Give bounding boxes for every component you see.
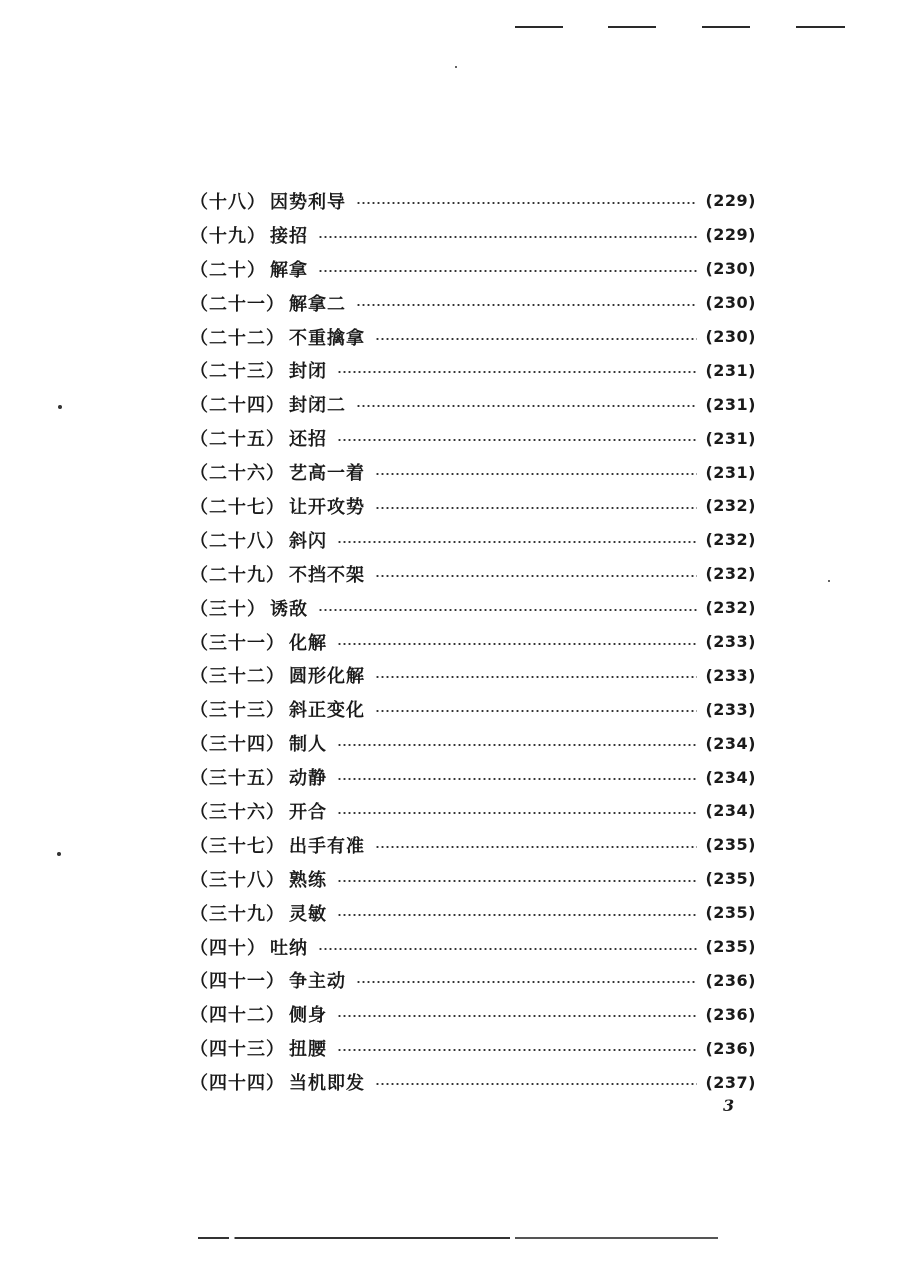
toc-entry bbox=[190, 625, 756, 659]
toc-entry-title: 当机即发 bbox=[289, 1073, 365, 1095]
toc-entry-number: （二十八） bbox=[190, 530, 285, 552]
header-rule bbox=[796, 26, 845, 28]
toc-entry bbox=[190, 489, 756, 523]
toc-entry-number: （四十三） bbox=[190, 1039, 285, 1061]
toc-entry bbox=[190, 353, 756, 387]
toc-entry-number: （三十六） bbox=[190, 801, 285, 823]
toc-entry bbox=[190, 862, 756, 896]
toc-entry-title: 制人 bbox=[289, 734, 327, 756]
toc-entry bbox=[190, 760, 756, 794]
toc-dot-leader bbox=[356, 405, 697, 407]
toc-entry-page: (232) bbox=[705, 530, 756, 550]
toc-dot-leader bbox=[337, 778, 697, 780]
toc-dot-leader bbox=[337, 914, 697, 916]
toc-dot-leader bbox=[337, 541, 697, 543]
toc-entry-title: 扭腰 bbox=[289, 1039, 327, 1061]
toc-entry bbox=[190, 930, 756, 964]
toc-dot-leader bbox=[375, 575, 697, 577]
toc-entry-page: (234) bbox=[705, 733, 756, 753]
toc-entry-title: 还招 bbox=[289, 429, 327, 451]
toc-entry-title: 解拿 bbox=[270, 259, 308, 281]
toc-dot-leader bbox=[318, 236, 697, 238]
toc-entry-number: （十九） bbox=[190, 225, 266, 247]
toc-entry bbox=[190, 794, 756, 828]
toc-entry-number: （二十六） bbox=[190, 463, 285, 485]
toc-entry-title: 出手有准 bbox=[289, 835, 365, 857]
page-number: 3 bbox=[723, 1096, 735, 1115]
toc-entry-number: （三十八） bbox=[190, 869, 285, 891]
table-of-contents bbox=[190, 184, 756, 1099]
toc-entry-title: 开合 bbox=[289, 801, 327, 823]
toc-entry-page: (231) bbox=[705, 360, 756, 380]
toc-entry-title: 争主动 bbox=[289, 971, 346, 993]
toc-entry-title: 吐纳 bbox=[270, 937, 308, 959]
toc-entry-title: 让开攻势 bbox=[289, 496, 365, 518]
toc-dot-leader bbox=[356, 981, 697, 983]
toc-entry-number: （四十二） bbox=[190, 1005, 285, 1027]
toc-entry-title: 熟练 bbox=[289, 869, 327, 891]
toc-entry bbox=[190, 387, 756, 421]
toc-entry-page: (236) bbox=[705, 970, 756, 990]
toc-entry-page: (233) bbox=[705, 665, 756, 685]
toc-entry-title: 艺高一着 bbox=[289, 463, 365, 485]
toc-entry-page: (234) bbox=[705, 801, 756, 821]
toc-entry bbox=[190, 421, 756, 455]
toc-entry bbox=[190, 828, 756, 862]
toc-entry bbox=[190, 557, 756, 591]
toc-entry-number: （二十五） bbox=[190, 429, 285, 451]
toc-entry-title: 封闭二 bbox=[289, 395, 346, 417]
toc-dot-leader bbox=[318, 609, 697, 611]
toc-entry bbox=[190, 692, 756, 726]
toc-entry-page: (235) bbox=[705, 937, 756, 957]
toc-entry-page: (231) bbox=[705, 428, 756, 448]
toc-entry bbox=[190, 252, 756, 286]
toc-dot-leader bbox=[318, 270, 697, 272]
toc-dot-leader bbox=[337, 371, 697, 373]
toc-entry-page: (233) bbox=[705, 699, 756, 719]
toc-entry-number: （四十一） bbox=[190, 971, 285, 993]
toc-entry bbox=[190, 658, 756, 692]
toc-entry bbox=[190, 591, 756, 625]
toc-entry-page: (231) bbox=[705, 394, 756, 414]
header-rules bbox=[515, 26, 845, 28]
toc-entry-title: 侧身 bbox=[289, 1005, 327, 1027]
toc-dot-leader bbox=[375, 1083, 697, 1085]
toc-dot-leader bbox=[375, 710, 697, 712]
toc-entry-page: (232) bbox=[705, 598, 756, 618]
toc-entry-title: 接招 bbox=[270, 225, 308, 247]
toc-entry-page: (231) bbox=[705, 462, 756, 482]
toc-entry-number: （三十四） bbox=[190, 734, 285, 756]
toc-dot-leader bbox=[318, 948, 697, 950]
toc-entry-title: 不挡不架 bbox=[289, 564, 365, 586]
toc-entry-number: （三十二） bbox=[190, 666, 285, 688]
toc-entry bbox=[190, 963, 756, 997]
toc-entry-number: （三十五） bbox=[190, 768, 285, 790]
toc-entry bbox=[190, 218, 756, 252]
toc-dot-leader bbox=[375, 676, 697, 678]
toc-entry-page: (234) bbox=[705, 767, 756, 787]
scan-speck bbox=[58, 405, 62, 409]
toc-entry bbox=[190, 184, 756, 218]
toc-dot-leader bbox=[337, 643, 697, 645]
toc-entry-number: （二十九） bbox=[190, 564, 285, 586]
toc-entry-title: 诱敌 bbox=[270, 598, 308, 620]
toc-entry-number: （二十一） bbox=[190, 293, 285, 315]
toc-entry-page: (237) bbox=[705, 1072, 756, 1092]
toc-entry-number: （三十） bbox=[190, 598, 266, 620]
toc-entry bbox=[190, 896, 756, 930]
toc-entry-number: （十八） bbox=[190, 191, 266, 213]
toc-entry-page: (235) bbox=[705, 869, 756, 889]
toc-entry-number: （二十三） bbox=[190, 361, 285, 383]
toc-entry-number: （四十） bbox=[190, 937, 266, 959]
toc-dot-leader bbox=[375, 338, 697, 340]
toc-entry bbox=[190, 726, 756, 760]
toc-entry-page: (235) bbox=[705, 835, 756, 855]
toc-entry-number: （三十一） bbox=[190, 632, 285, 654]
toc-entry bbox=[190, 1065, 756, 1099]
toc-dot-leader bbox=[337, 439, 697, 441]
scan-speck bbox=[455, 66, 457, 68]
toc-entry-number: （二十七） bbox=[190, 496, 285, 518]
toc-entry-number: （四十四） bbox=[190, 1073, 285, 1095]
toc-entry-page: (229) bbox=[705, 191, 756, 211]
toc-entry-title: 动静 bbox=[289, 768, 327, 790]
toc-entry-page: (230) bbox=[705, 293, 756, 313]
toc-entry-number: （三十三） bbox=[190, 700, 285, 722]
toc-entry-title: 斜闪 bbox=[289, 530, 327, 552]
scan-speck bbox=[57, 852, 61, 856]
toc-entry-page: (230) bbox=[705, 259, 756, 279]
toc-dot-leader bbox=[337, 744, 697, 746]
scan-speck bbox=[828, 580, 830, 582]
toc-entry bbox=[190, 320, 756, 354]
toc-entry-title: 灵敏 bbox=[289, 903, 327, 925]
header-rule bbox=[608, 26, 656, 28]
toc-entry-number: （三十七） bbox=[190, 835, 285, 857]
toc-entry-title: 斜正变化 bbox=[289, 700, 365, 722]
toc-entry-number: （二十） bbox=[190, 259, 266, 281]
toc-entry bbox=[190, 523, 756, 557]
toc-entry-page: (230) bbox=[705, 327, 756, 346]
toc-dot-leader bbox=[337, 1049, 697, 1051]
toc-entry bbox=[190, 286, 756, 320]
toc-entry-number: （三十九） bbox=[190, 903, 285, 925]
toc-dot-leader bbox=[337, 880, 697, 882]
toc-dot-leader bbox=[375, 473, 697, 475]
toc-entry-title: 因势利导 bbox=[270, 191, 346, 213]
toc-entry-page: (229) bbox=[705, 225, 756, 245]
toc-entry-page: (232) bbox=[705, 564, 756, 584]
toc-entry-title: 化解 bbox=[289, 632, 327, 654]
toc-dot-leader bbox=[375, 507, 697, 509]
toc-dot-leader bbox=[375, 846, 697, 848]
toc-entry-number: （二十二） bbox=[190, 327, 285, 349]
toc-entry bbox=[190, 1031, 756, 1065]
toc-dot-leader bbox=[356, 202, 697, 204]
toc-entry-number: （二十四） bbox=[190, 395, 285, 417]
toc-dot-leader bbox=[337, 1015, 697, 1017]
toc-entry-title: 解拿二 bbox=[289, 293, 346, 315]
toc-entry-page: (233) bbox=[705, 632, 756, 652]
header-rule bbox=[515, 26, 563, 28]
toc-entry bbox=[190, 997, 756, 1031]
toc-entry-page: (236) bbox=[705, 1004, 756, 1024]
toc-entry-page: (235) bbox=[705, 903, 756, 923]
toc-entry-page: (236) bbox=[705, 1038, 756, 1058]
toc-entry-title: 不重擒拿 bbox=[289, 327, 365, 349]
toc-dot-leader bbox=[356, 304, 697, 306]
toc-dot-leader bbox=[337, 812, 697, 814]
toc-entry-page: (232) bbox=[705, 496, 756, 516]
toc-entry-title: 圆形化解 bbox=[289, 666, 365, 688]
header-rule bbox=[702, 26, 750, 28]
footer-rule bbox=[198, 1237, 718, 1239]
toc-entry-title: 封闭 bbox=[289, 361, 327, 383]
toc-entry bbox=[190, 455, 756, 489]
